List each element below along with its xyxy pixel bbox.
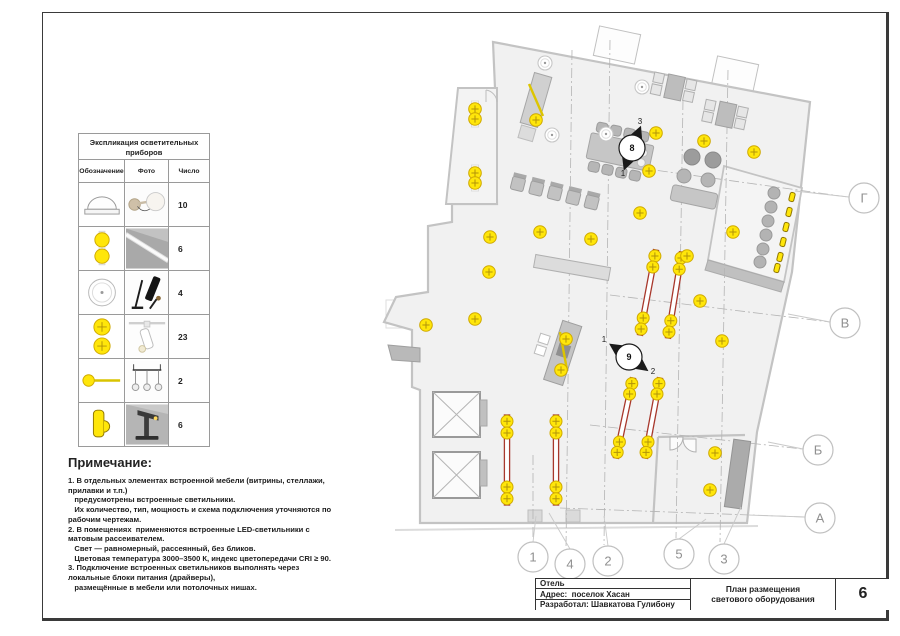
sheet-number: 6	[858, 585, 868, 602]
spot-light	[650, 127, 663, 140]
section-ref-label: 3	[637, 117, 643, 126]
spot-light	[643, 165, 656, 178]
legend-column-header: Обозначение	[79, 160, 125, 182]
legend-count-cell: 6	[178, 243, 183, 254]
note-line: 3. Подключение встроенных светильников выполнять через	[68, 563, 300, 573]
axis-label: Б	[813, 442, 823, 458]
title-block-info	[536, 579, 691, 610]
project-name: Отель	[536, 579, 690, 590]
axis-label: 5	[675, 546, 683, 562]
note-line: рабочим чертежам.	[68, 514, 142, 524]
spot-light	[530, 114, 543, 127]
axis-label: В	[840, 315, 850, 331]
note-line: размещённые в мебели или потолочных нишах.	[68, 582, 257, 592]
spot-light	[681, 250, 694, 263]
spot-light	[634, 207, 647, 220]
legend-count-cell: 2	[178, 375, 183, 386]
paired-light	[469, 101, 482, 127]
note-line: Их количество, тип, мощность и схема подключения уточняются по	[68, 505, 332, 515]
project-address: Адрес: поселок Хасан	[536, 589, 690, 600]
axis-bubble-5	[664, 539, 694, 569]
axis-label: 1	[529, 549, 537, 565]
spot-light	[585, 233, 598, 246]
axis-bubble-3	[709, 544, 739, 574]
spot-light	[534, 226, 547, 239]
spot-light	[716, 335, 729, 348]
axis-label: 3	[720, 551, 728, 567]
note-line: предусмотрены встроенные светильники.	[68, 495, 236, 505]
spot-light	[420, 319, 433, 332]
axis-label: 2	[604, 553, 612, 569]
legend-column-header: Фото	[125, 160, 169, 182]
legend-column-header: Число	[178, 167, 200, 175]
axis-bubble-Б	[803, 435, 833, 465]
axis-bubble-А	[805, 503, 835, 533]
spot-light	[483, 266, 496, 279]
ring-downlight	[599, 127, 613, 141]
section-ref-label: 1	[620, 169, 626, 178]
spot-light	[727, 226, 740, 239]
spot-light	[694, 295, 707, 308]
section-ref-label: 2	[650, 367, 656, 376]
legend-count-cell: 10	[178, 199, 188, 210]
axis-label: А	[815, 510, 825, 526]
spot-light	[469, 313, 482, 326]
note-line: 2. В помещениях применяются встроенные LED-светильники с	[68, 524, 310, 534]
legend-count-cell: 4	[178, 287, 183, 298]
note-line: матовым рассеивателем.	[68, 534, 165, 544]
ring-downlight	[538, 56, 552, 70]
axis-bubble-4	[555, 549, 585, 579]
axis-label: Г	[860, 190, 868, 206]
title-block	[535, 578, 889, 610]
legend-count-cell: 23	[178, 331, 188, 342]
axis-bubble-1	[518, 542, 548, 572]
project-author: Разработал: Шавкатова Гулибону	[540, 600, 675, 610]
spot-light	[709, 447, 722, 460]
spot-light	[704, 484, 717, 497]
note-line: прилавки и т.п.)	[68, 485, 128, 495]
spot-light	[698, 135, 711, 148]
legend-title: Экспликация осветительных приборов	[79, 134, 209, 160]
spot-light	[484, 231, 497, 244]
spot-light	[555, 364, 568, 377]
axis-bubble-Г	[849, 183, 879, 213]
legend-count-cell: 6	[178, 419, 183, 430]
note-line: локальные блоки питания (драйверы),	[68, 573, 216, 583]
ring-downlight	[545, 128, 559, 142]
section-ref-label: 1	[601, 335, 607, 344]
notes-title: Примечание:	[68, 455, 152, 470]
note-line: Цветовая температура 3000–3500 К, индекс цветопередачи CRI ≥ 90.	[68, 553, 331, 563]
note-line: Свет — равномерный, рассеянный, без бликов.	[68, 543, 256, 553]
ring-downlight	[635, 80, 649, 94]
paired-light	[469, 165, 482, 191]
section-number: 9	[626, 352, 632, 362]
axis-bubble-В	[830, 308, 860, 338]
spot-light	[560, 333, 573, 346]
spot-light	[748, 146, 761, 159]
section-number: 8	[629, 143, 635, 153]
note-line: 1. В отдельных элементах встроенной мебели (витрины, стеллажи,	[68, 476, 325, 485]
axis-label: 4	[566, 556, 574, 572]
axis-bubble-2	[593, 546, 623, 576]
drawing-title: План размещения светового оборудования	[691, 579, 836, 610]
